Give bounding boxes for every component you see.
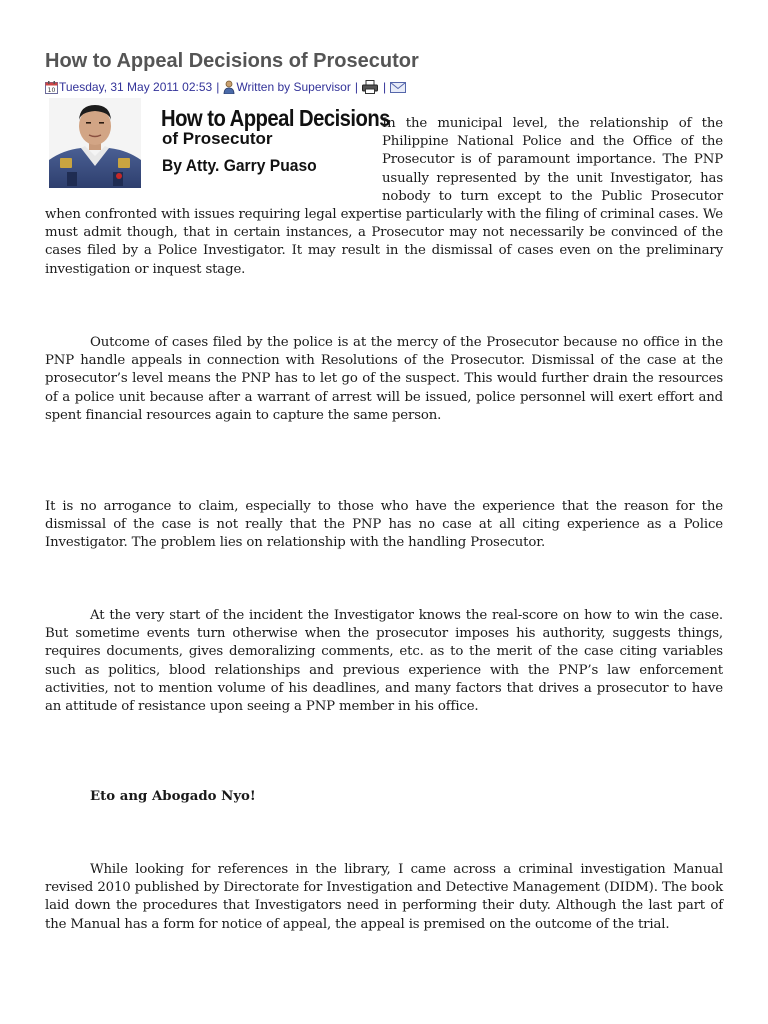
meta-separator: | [216, 80, 220, 94]
section-subheading: Eto ang Abogado Nyo! [90, 789, 256, 804]
paragraph-1 [45, 115, 723, 279]
paragraph-4: At the very start of the incident the Investigator knows the real-score on how to win the case. But sometime events turn otherwise when the prosecutor imposes his authority, suggests things, requires documents, gives demoralizing comments, etc. as to the merit of the case citing variables such as politics, blood relationships and previous experience with the PNP’s law enforcement activities, not to mention volume of his deadlines, and many factors that drives a prosecutor to have an attitude of resistance upon seeing a PNP member in his office. [45, 608, 723, 715]
paragraph-2: Outcome of cases filed by the police is at the mercy of the Prosecutor because no office in the PNP handle appeals in connection with Resolutions of the Prosecutor. Dismissal of the case at the prosecutor’s level means the PNP has to let go of the suspect. This would further drain the resources of a police unit because after a warrant of arrest will be issued, police personnel will exert effort and spent financial resources again to capture the same person. [45, 335, 723, 423]
paragraph-5: While looking for references in the library, I came across a criminal investigation Manual revised 2010 published by Directorate for Investigation and Detective Management (DIDM). The book laid down the procedures that Investigators need in performing their duty. Although the last part of the Manual has a form for notice of appeal, the appeal is premised on the outcome of the trial. [45, 862, 723, 932]
article-meta [45, 80, 407, 94]
svg-text:10: 10 [47, 86, 56, 94]
paragraph-3: It is no arrogance to claim, especially to those who have the experience that the reason for the dismissal of the case is not really that the PNP has no case at all citing experience as a Police Investigator. The problem lies on relationship with the handling Prosecutor. [45, 499, 723, 551]
calendar-icon [45, 81, 58, 94]
banner-author: By Atty. Garry Puaso [162, 156, 317, 175]
email-icon[interactable] [390, 81, 406, 93]
article-date: Tuesday, 31 May 2011 02:53 [59, 80, 213, 94]
banner-subtitle: of Prosecutor [162, 129, 273, 148]
meta-separator: | [354, 80, 358, 94]
paragraph-1-text: In the municipal level, the relationship of the Philippine National Police and the Office of the Prosecutor is of paramount importance. The PNP usually represented by the unit Investigator, has nobody to turn except to the Public Prosecutor when confronted with issues requiring legal expertise particularly with the filing of criminal cases. We must admit though, that in certain instances, a Prosecutor may not necessarily be convinced of the cases filed by a Police Investigator. It may result in the dismissal of cases even on the preliminary investigation or inquest stage. [45, 116, 723, 277]
banner-title: How to Appeal Decisions [161, 105, 390, 131]
meta-separator: | [382, 80, 387, 94]
user-icon [223, 80, 235, 94]
print-icon[interactable] [362, 80, 378, 94]
article-author: Written by Supervisor [236, 80, 351, 94]
image-float-spacer [45, 115, 382, 188]
article-title[interactable]: How to Appeal Decisions of Prosecutor [45, 50, 419, 72]
